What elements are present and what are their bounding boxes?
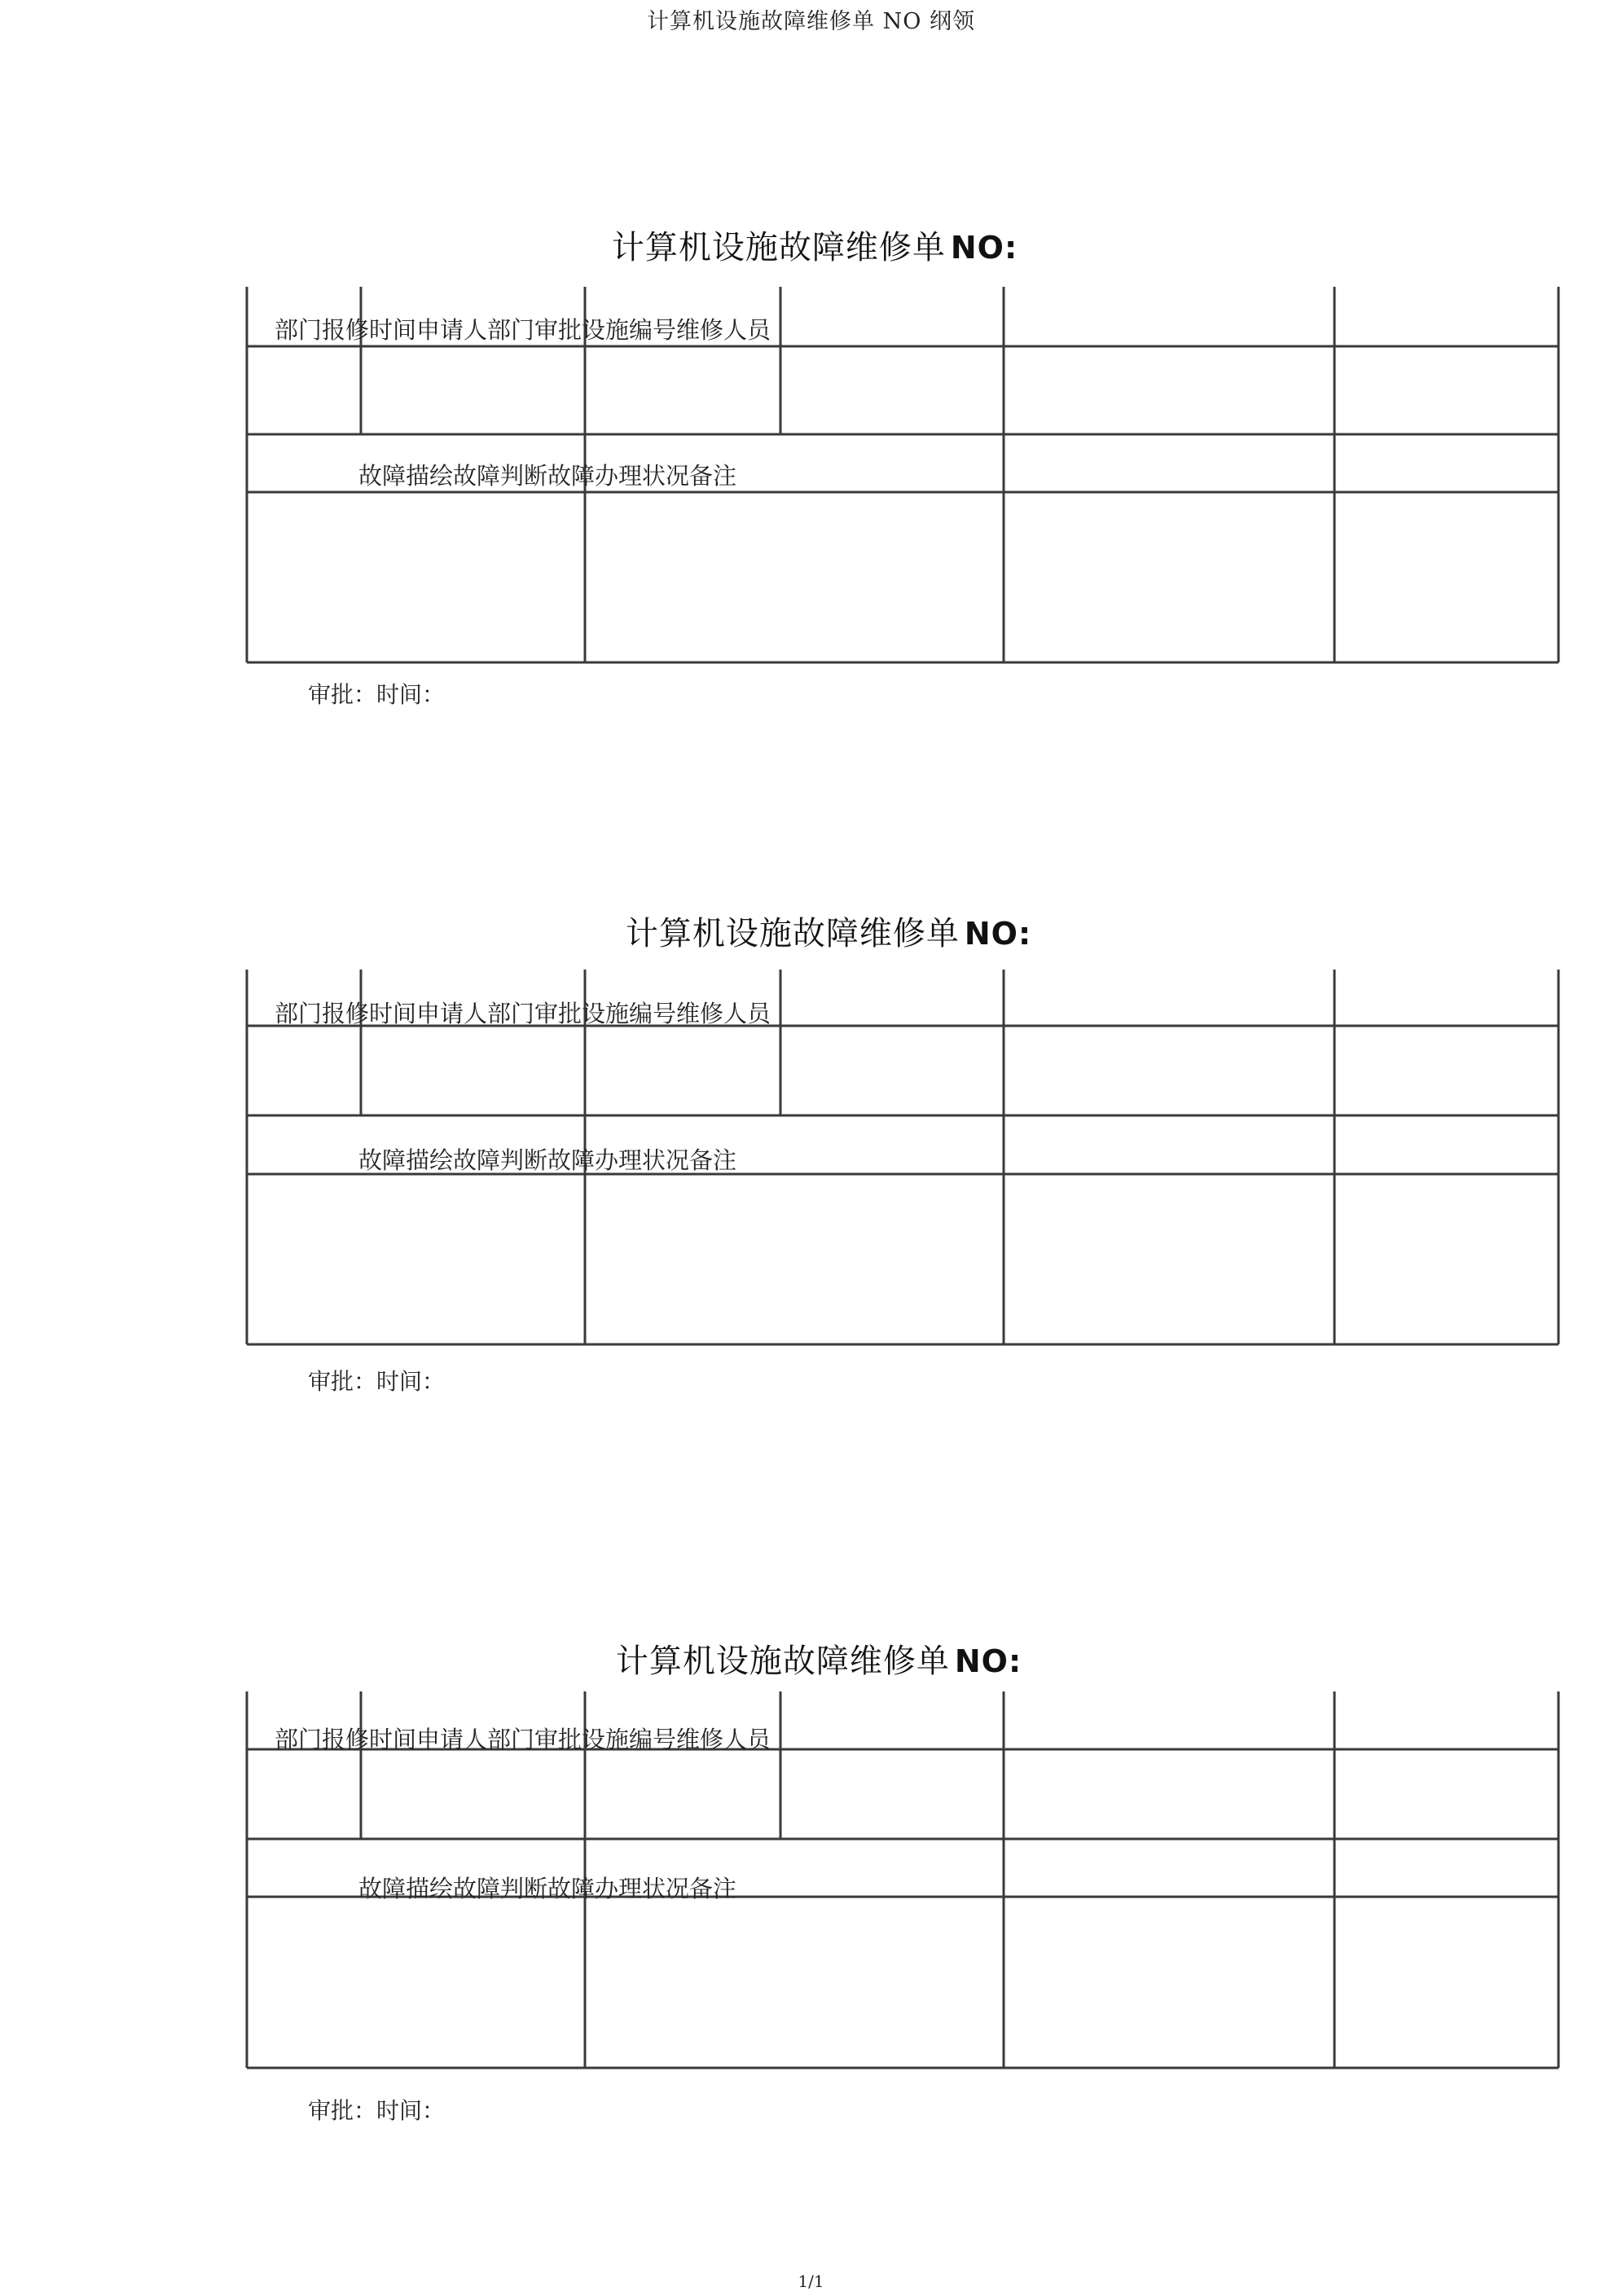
table-header-row: 部门报修时间申请人部门审批设施编号维修人员 xyxy=(275,316,771,344)
form-title-no: NO: xyxy=(964,916,1032,952)
fault-header-row: 故障描绘故障判断故障办理状况备注 xyxy=(358,462,737,490)
form-title-no: NO: xyxy=(950,230,1018,266)
fault-header-row: 故障描绘故障判断故障办理状况备注 xyxy=(358,1146,737,1174)
approval-line: 审批：时间： xyxy=(308,2097,446,2124)
fault-header-row: 故障描绘故障判断故障办理状况备注 xyxy=(358,1875,737,1902)
approval-line: 审批：时间： xyxy=(308,681,446,708)
form-title-text: 计算机设施故障维修单 xyxy=(625,915,960,952)
form-title-text: 计算机设施故障维修单 xyxy=(611,229,946,266)
form-title-no: NO: xyxy=(954,1643,1022,1679)
form-title-text: 计算机设施故障维修单 xyxy=(615,1643,950,1680)
table-header-row: 部门报修时间申请人部门审批设施编号维修人员 xyxy=(275,1000,771,1027)
approval-line: 审批：时间： xyxy=(308,1368,446,1395)
page-number: 1/1 xyxy=(798,2272,824,2291)
page-header: 计算机设施故障维修单 NO 纲领 xyxy=(647,9,975,34)
table-header-row: 部门报修时间申请人部门审批设施编号维修人员 xyxy=(275,1726,771,1753)
